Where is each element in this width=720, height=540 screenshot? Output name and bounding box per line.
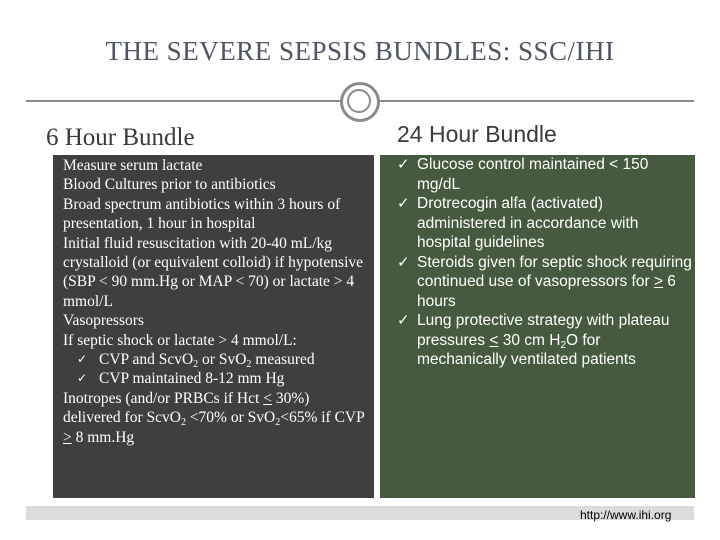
list-item: ✓ Lung protective strategy with plateau pressures < 30 cm $H_2O$ for mechanically ventilated patients [397,312,670,368]
check-icon: ✓ [397,156,410,173]
check-icon: ✓ [397,195,410,212]
list-item: ✓ Steroids given for septic shock requiring continued use of vasopressors for > 6 hours [397,253,692,310]
ring-ornament-icon [340,82,380,122]
list-item: ✓ Glucose control maintained < 150 mg/dL [397,156,649,193]
sub-list [63,350,370,389]
list-item: ✓ Vasopressors [40,312,144,330]
check-icon: ✓ [397,312,410,329]
check-icon: ✓ [77,371,88,386]
check-icon: ✓ [40,158,51,172]
sub-list-item: ✓ CVP maintained 8-12 mm Hg [77,370,285,388]
twenty-four-hour-heading: 24 Hour Bundle [397,121,557,147]
ihi-link[interactable]: http://www.ihi.org [580,508,672,522]
sub-list-item: ✓ CVP and ScvO$_2$ or SvO$_2$ measured [77,351,315,371]
list-item: ✓ Initial fluid resuscitation with 20-40 mL/kg crystalloid (or equivalent colloid) if hypotensive (SBP < 90 mm.Hg or MAP < 70) or lactate > 4 mmol/L [40,234,364,310]
list-item: ✓ Broad spectrum antibiotics within 3 hours of presentation, 1 hour in hospital [40,195,341,233]
check-icon: ✓ [77,352,88,367]
list-item: ✓ Blood Cultures prior to antibiotics [40,176,276,194]
six-hour-heading: 6 Hour Bundle [46,124,195,151]
twenty-four-hour-list [397,155,692,370]
list-item: ✓ Inotropes (and/or PRBCs if Hct < 30%) delivered for ScvO$_2$ <70% or SvO$_2$<65% if CVP > 8 mm.Hg [40,389,365,446]
check-icon: ✓ [40,390,51,405]
slide-title: THE SEVERE SEPSIS BUNDLES: SSC/IHI [105,36,615,66]
check-icon: ✓ [40,313,51,328]
check-icon: ✓ [397,253,410,271]
check-icon: ✓ [40,332,51,347]
check-icon: ✓ [40,235,51,250]
list-item: ✓ Measure serum lactate [40,157,203,174]
list-item: ✓ Drotrecogin alfa (activated) administered in accordance with hospital guidelines [397,195,639,251]
list-item: ✓ If septic shock or lactate > 4 mmol/L: ✓ CVP and ScvO$_2$ or SvO$_2$ measured ✓ CVP maintained 8-12 mm Hg [40,331,370,389]
six-hour-list [40,156,370,447]
check-icon: ✓ [40,196,51,211]
check-icon: ✓ [40,177,51,192]
